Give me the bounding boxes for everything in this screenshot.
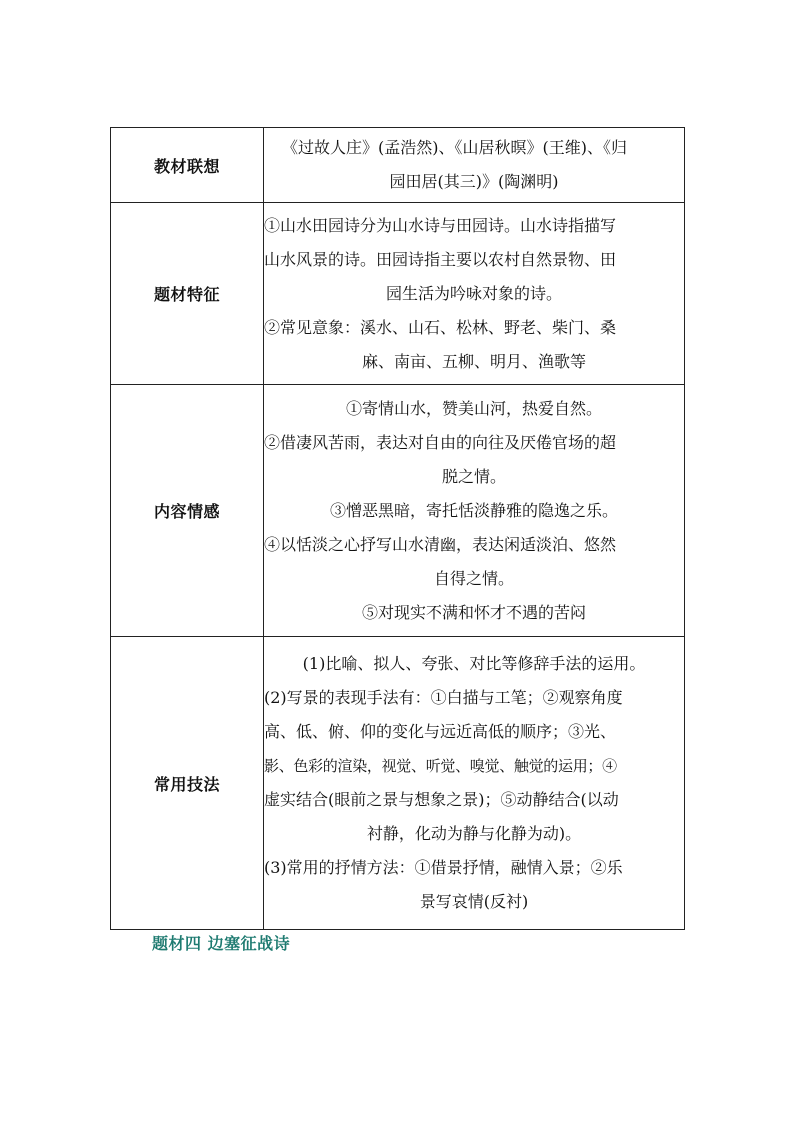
- content-line: (2)写景的表现手法有：①白描与工笔；②观察角度: [264, 688, 623, 707]
- row-label: 教材联想: [111, 128, 264, 203]
- content-line: ②常见意象：溪水、山石、松林、野老、柴门、桑: [264, 317, 617, 337]
- content-line: ⑤对现实不满和怀才不遇的苦闷: [361, 602, 586, 622]
- content-line: ①山水田园诗分为山水诗与田园诗。山水诗指描写: [264, 215, 617, 235]
- row-content: [264, 385, 685, 637]
- content-line: ③憎恶黑暗，寄托恬淡静雅的隐逸之乐。: [329, 500, 618, 520]
- content-line: 自得之情。: [433, 568, 514, 588]
- content-line: 景写哀情(反衬): [419, 892, 529, 911]
- content-line: 麻、南亩、五柳、明月、渔歌等: [361, 351, 586, 371]
- content-line: 影、色彩的渲染，视觉、听觉、嗅觉、触觉的运用；④: [264, 757, 617, 775]
- table-row: [111, 203, 685, 385]
- content-line: (1)比喻、拟人、夸张、对比等修辞手法的运用。: [302, 654, 646, 673]
- content-line: 园生活为吟咏对象的诗。: [385, 283, 562, 303]
- content-line: 园田居(其三)》(陶渊明): [389, 172, 559, 191]
- table-row: [111, 637, 685, 930]
- content-line: 《过故人庄》(孟浩然)、《山居秋暝》(王维)、《归: [282, 138, 627, 157]
- row-content: [264, 128, 685, 203]
- row-label: 题材特征: [111, 203, 264, 385]
- section-heading: 题材四 边塞征战诗: [152, 934, 291, 953]
- content-line: 脱之情。: [441, 466, 506, 486]
- content-line: ④以恬淡之心抒写山水清幽，表达闲适淡泊、悠然: [264, 534, 617, 554]
- row-label: 常用技法: [111, 637, 264, 930]
- content-line: 衬静，化动为静与化静为动)。: [366, 824, 582, 843]
- content-line: 高、低、俯、仰的变化与远近高低的顺序；③光、: [264, 722, 617, 741]
- content-line: ②借凄风苦雨，表达对自由的向往及厌倦官场的超: [264, 432, 617, 452]
- row-content: [264, 203, 685, 385]
- content-line: 虚实结合(眼前之景与想象之景)；⑤动静结合(以动: [264, 790, 619, 809]
- table-row: [111, 128, 685, 203]
- row-content: [264, 637, 685, 930]
- content-line: ①寄情山水，赞美山河，热爱自然。: [345, 398, 602, 418]
- content-line: (3)常用的抒情方法：①借景抒情，融情入景；②乐: [264, 858, 623, 877]
- poetry-theme-table: [110, 127, 685, 930]
- table-row: [111, 385, 685, 637]
- content-line: 山水风景的诗。田园诗指主要以农村自然景物、田: [264, 249, 617, 269]
- row-label: 内容情感: [111, 385, 264, 637]
